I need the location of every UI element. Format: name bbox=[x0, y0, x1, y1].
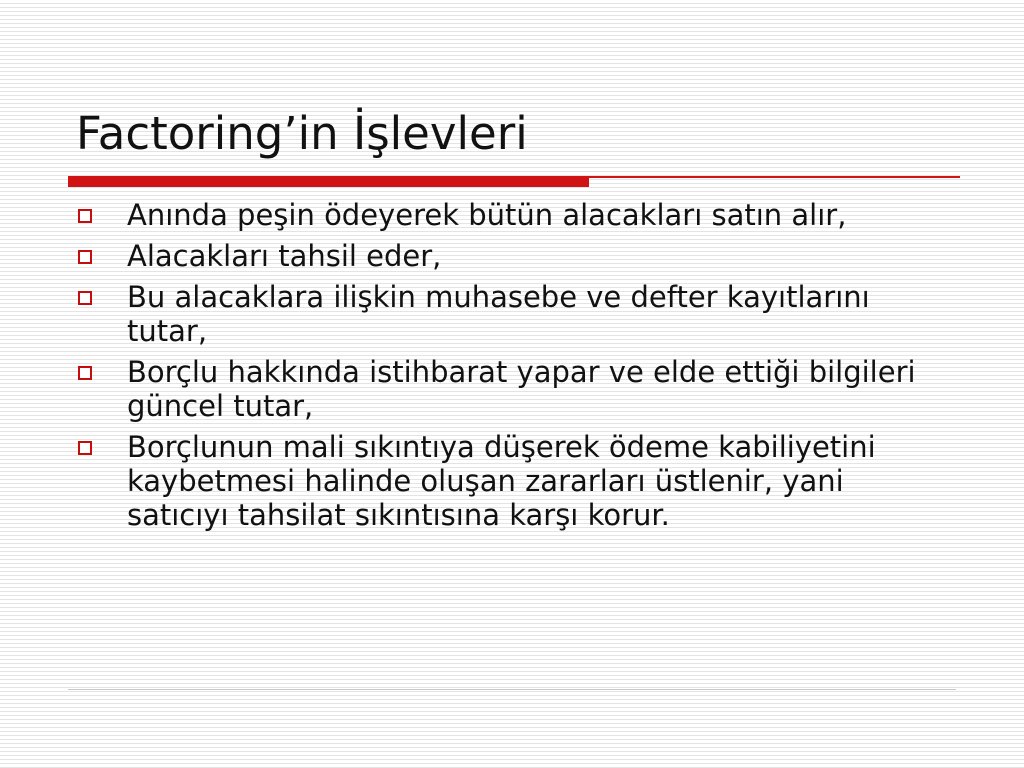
list-item bbox=[76, 430, 956, 532]
bullet-text: Borçlu hakkında istihbarat yapar ve elde ettiği bilgileri güncel tutar, bbox=[127, 355, 916, 423]
title-underline-thin bbox=[589, 176, 960, 178]
bullet-text: Borçlunun mali sıkıntıya düşerek ödeme kabiliyetini kaybetmesi halinde oluşan zararları üstlenir, yani satıcıyı tahsilat sıkıntısına karşı korur. bbox=[127, 430, 876, 532]
list-item bbox=[76, 280, 956, 348]
bullet-list bbox=[76, 198, 956, 539]
hollow-square-bullet-icon bbox=[78, 366, 92, 380]
hollow-square-bullet-icon bbox=[78, 291, 92, 305]
bullet-text: Alacakları tahsil eder, bbox=[127, 239, 442, 273]
footer-divider bbox=[68, 689, 956, 690]
hollow-square-bullet-icon bbox=[78, 209, 92, 223]
list-item bbox=[76, 239, 956, 273]
hollow-square-bullet-icon bbox=[78, 250, 92, 264]
list-item bbox=[76, 355, 956, 423]
list-item bbox=[76, 198, 956, 232]
bullet-text: Bu alacaklara ilişkin muhasebe ve defter kayıtlarını tutar, bbox=[127, 280, 870, 348]
bullet-text: Anında peşin ödeyerek bütün alacakları satın alır, bbox=[127, 198, 847, 232]
hollow-square-bullet-icon bbox=[78, 441, 92, 455]
title-underline-thick bbox=[68, 176, 589, 187]
slide-title: Factoring’in İşlevleri bbox=[76, 107, 528, 160]
